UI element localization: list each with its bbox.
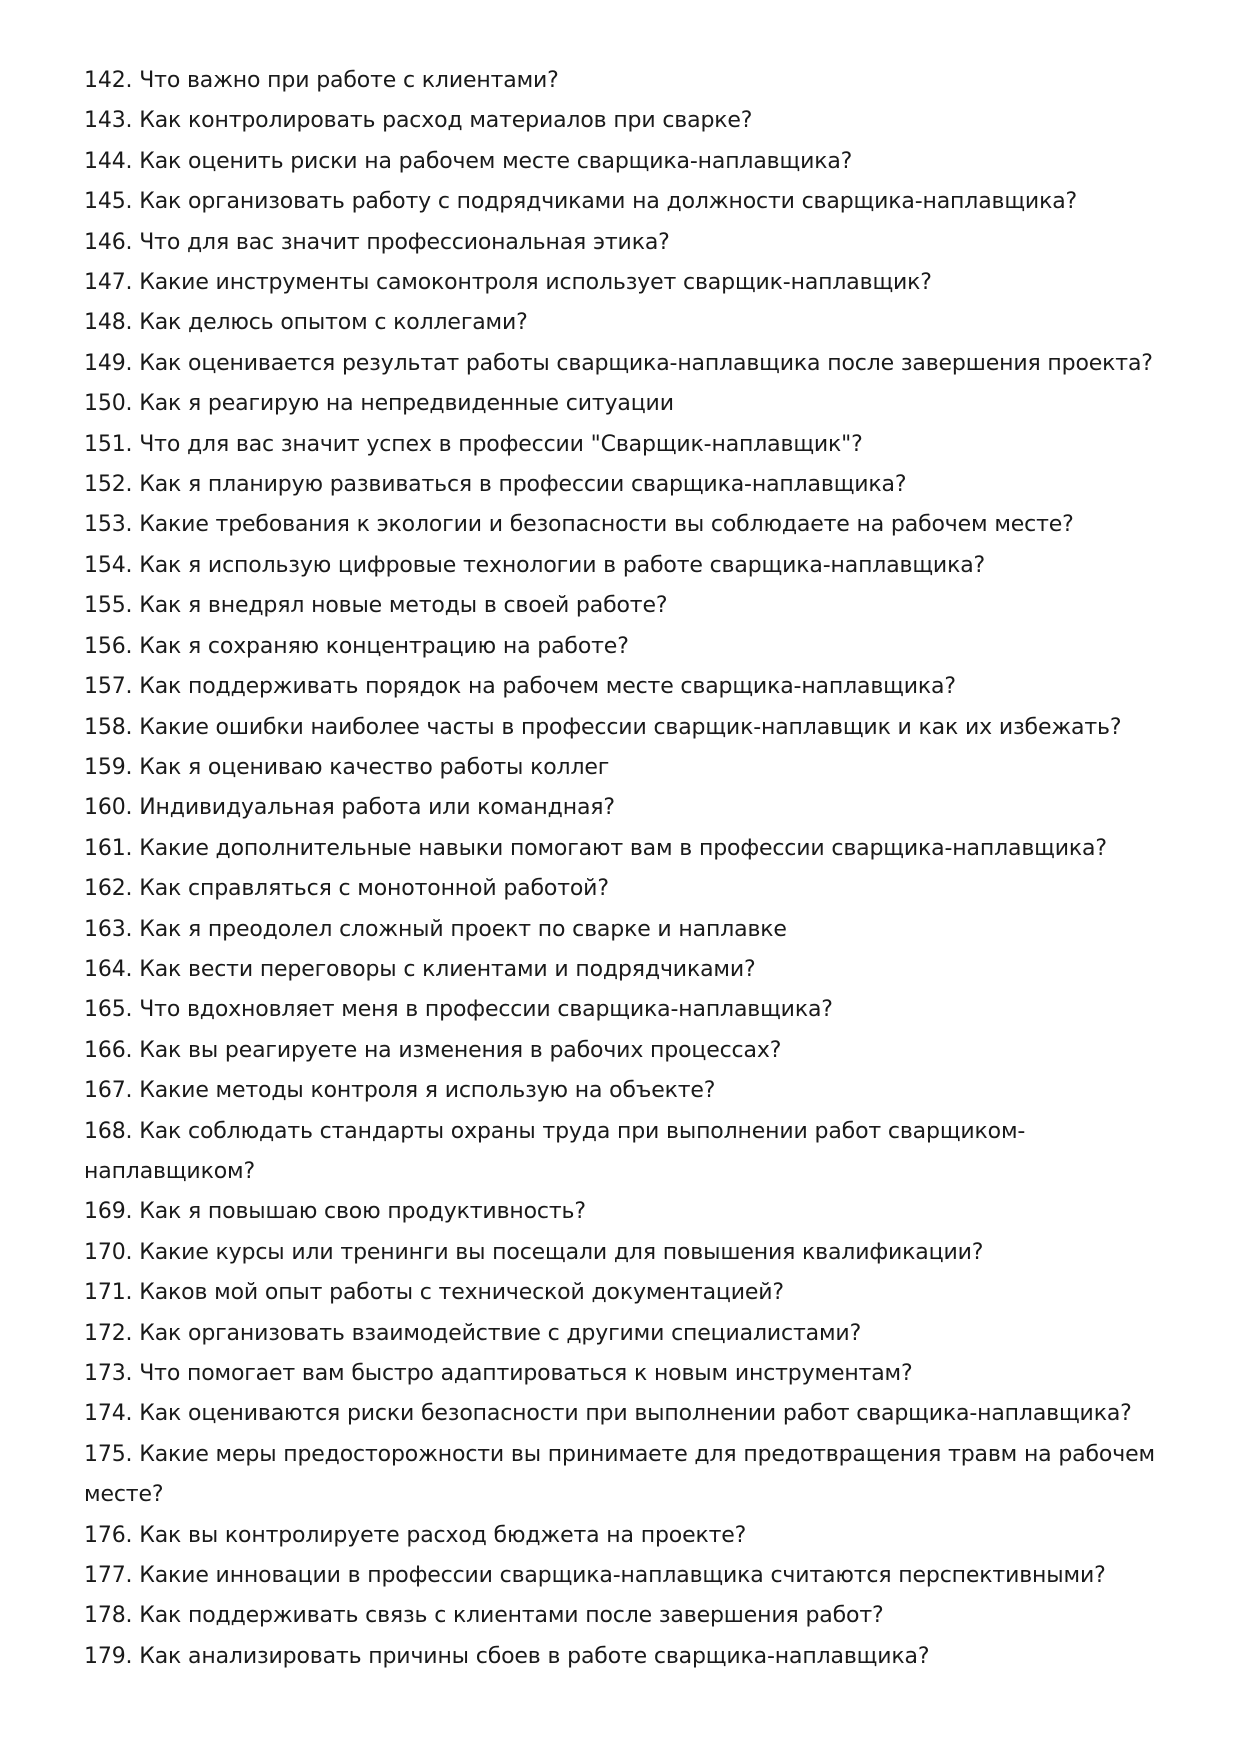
question-item: 149. Как оценивается результат работы сварщика-наплавщика после завершения проекта? — [84, 350, 1153, 376]
question-item: 151. Что для вас значит успех в профессии "Сварщик-наплавщик"? — [84, 431, 863, 457]
question-item: 171. Каков мой опыт работы с технической документацией? — [84, 1280, 784, 1306]
question-item: 178. Как поддерживать связь с клиентами после завершения работ? — [84, 1603, 884, 1629]
question-item: 175. Какие меры предосторожности вы принимаете для предотвращения травм на рабочем месте? — [84, 1441, 1155, 1508]
question-item: 144. Как оценить риски на рабочем месте сварщика-наплавщика? — [84, 148, 853, 174]
question-item: 154. Как я использую цифровые технологии в работе сварщика-наплавщика? — [84, 552, 986, 578]
question-item: 145. Как организовать работу с подрядчиками на должности сварщика-наплавщика? — [84, 189, 1078, 215]
question-item: 147. Какие инструменты самоконтроля использует сварщик-наплавщик? — [84, 270, 932, 296]
document-page — [84, 61, 1184, 1677]
question-item: 168. Как соблюдать стандарты охраны труда при выполнении работ сварщиком-наплавщиком? — [84, 1118, 1026, 1184]
question-item: 148. Как делюсь опытом с коллегами? — [84, 310, 528, 336]
question-item: 155. Как я внедрял новые методы в своей работе? — [84, 593, 668, 619]
question-list — [84, 61, 1184, 1677]
question-item: 162. Как справляться с монотонной работой? — [84, 876, 609, 902]
question-item: 174. Как оцениваются риски безопасности при выполнении работ сварщика-наплавщика? — [84, 1401, 1132, 1427]
question-item: 158. Какие ошибки наиболее часты в профессии сварщик-наплавщик и как их избежать? — [84, 714, 1122, 740]
question-item: 164. Как вести переговоры с клиентами и подрядчиками? — [84, 956, 756, 982]
question-item: 152. Как я планирую развиваться в профессии сварщика-наплавщика? — [84, 472, 907, 498]
question-item: 170. Какие курсы или тренинги вы посещали для повышения квалификации? — [84, 1239, 984, 1265]
question-item: 161. Какие дополнительные навыки помогают вам в профессии сварщика-наплавщика? — [84, 835, 1107, 861]
question-item: 177. Какие инновации в профессии сварщика-наплавщика считаются перспективными? — [84, 1563, 1106, 1589]
question-item: 160. Индивидуальная работа или командная? — [84, 795, 615, 821]
question-item: 173. Что помогает вам быстро адаптироваться к новым инструментам? — [84, 1361, 913, 1386]
question-item: 156. Как я сохраняю концентрацию на работе? — [84, 633, 629, 659]
question-item: 157. Как поддерживать порядок на рабочем месте сварщика-наплавщика? — [84, 674, 956, 700]
question-item: 146. Что для вас значит профессиональная этика? — [84, 229, 670, 255]
question-item: 142. Что важно при работе с клиентами? — [84, 68, 559, 93]
question-item: 172. Как организовать взаимодействие с другими специалистами? — [84, 1320, 862, 1346]
question-item: 167. Какие методы контроля я использую на объекте? — [84, 1078, 716, 1104]
question-item: 163. Как я преодолел сложный проект по сварке и наплавке — [84, 916, 787, 942]
question-item: 143. Как контролировать расход материалов при сварке? — [84, 108, 753, 134]
question-item: 176. Как вы контролируете расход бюджета на проекте? — [84, 1522, 747, 1548]
question-item: 153. Какие требования к экологии и безопасности вы соблюдаете на рабочем месте? — [84, 512, 1074, 538]
question-item: 150. Как я реагирую на непредвиденные ситуации — [84, 391, 674, 417]
question-item: 165. Что вдохновляет меня в профессии сварщика-наплавщика? — [84, 997, 833, 1023]
question-item: 159. Как я оцениваю качество работы коллег — [84, 754, 610, 780]
question-item: 169. Как я повышаю свою продуктивность? — [84, 1199, 586, 1225]
question-item: 166. Как вы реагируете на изменения в рабочих процессах? — [84, 1037, 782, 1063]
question-item: 179. Как анализировать причины сбоев в работе сварщика-наплавщика? — [84, 1643, 930, 1669]
